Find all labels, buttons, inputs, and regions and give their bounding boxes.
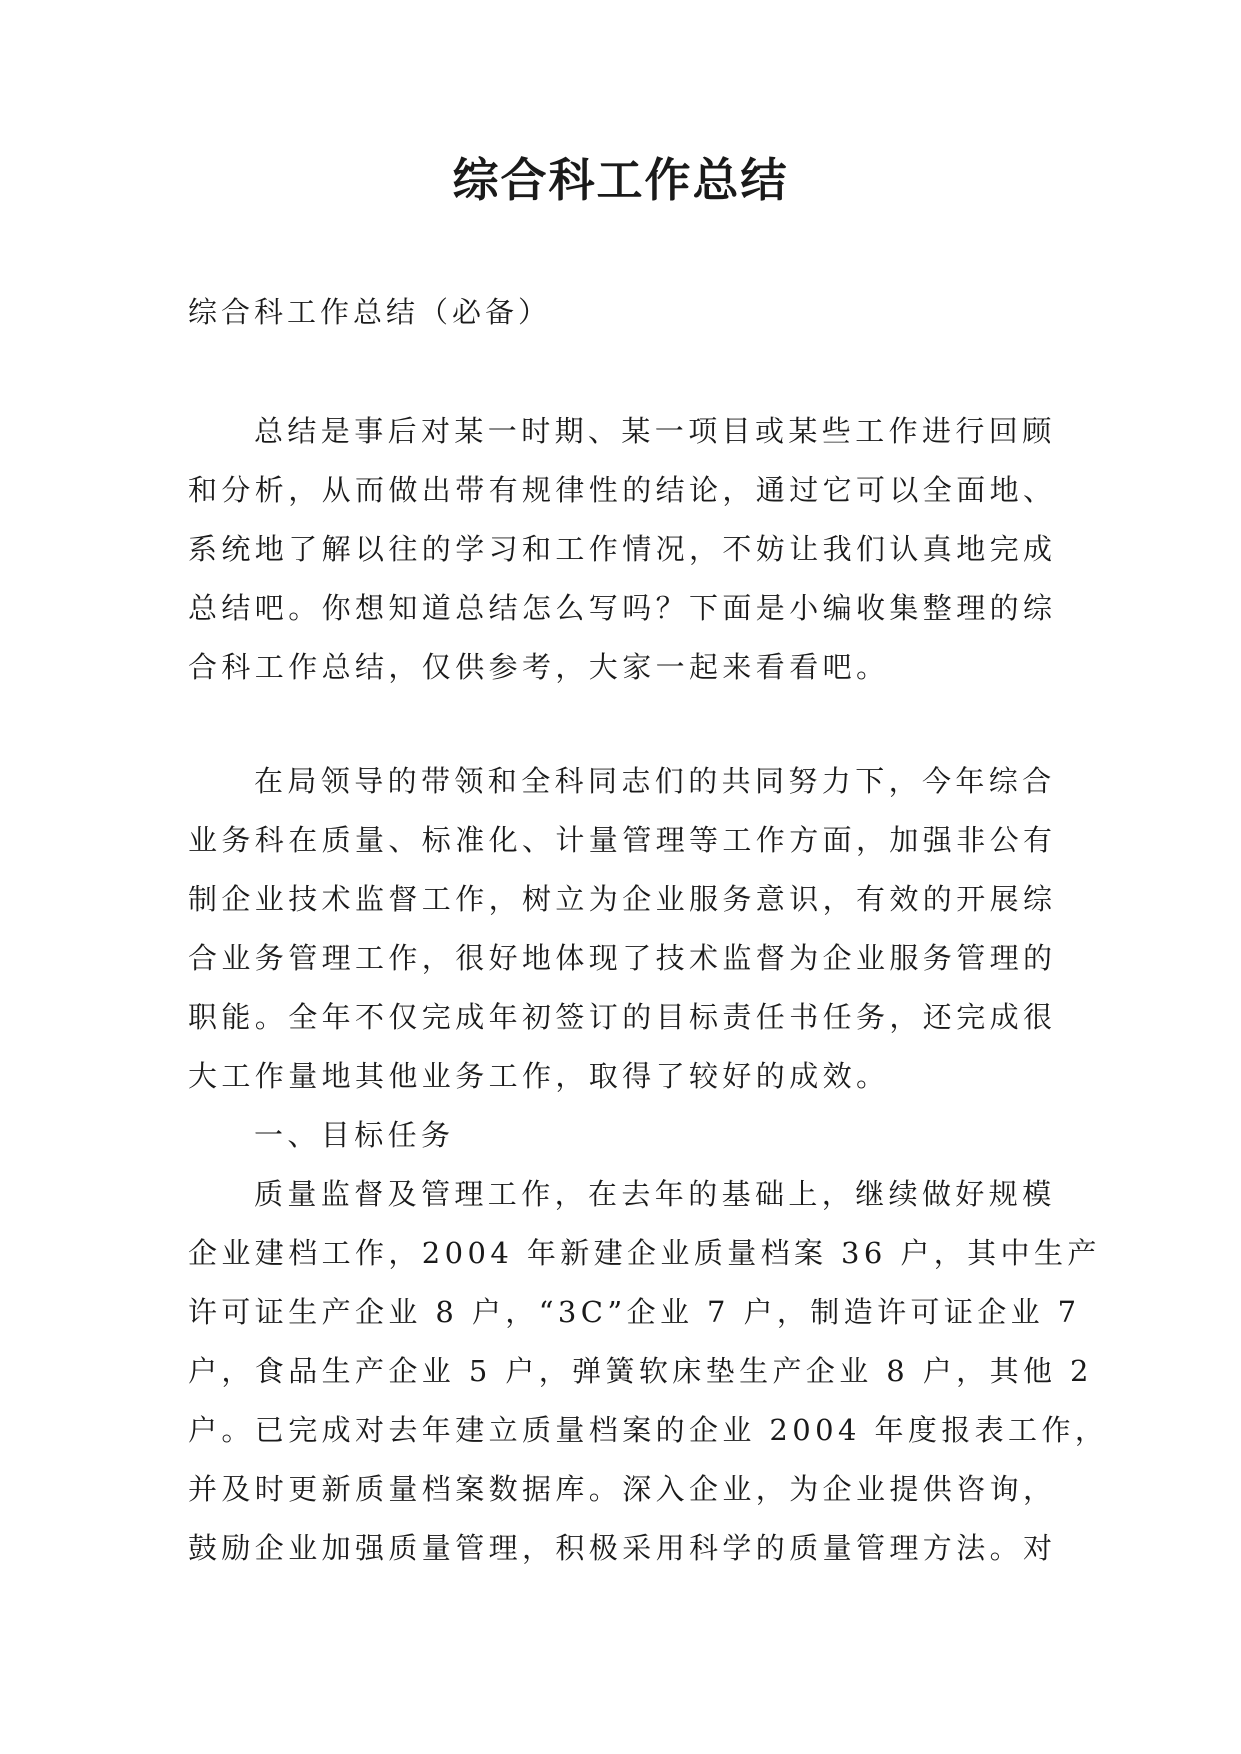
text-line: 和分析，从而做出带有规律性的结论，通过它可以全面地、 [188,473,1057,507]
text-line: 质量监督及管理工作，在去年的基础上，继续做好规模 [254,1177,1056,1211]
text-line: 职能。全年不仅完成年初签订的目标责任书任务，还完成很 [188,1000,1057,1034]
text-line: 户，食品生产企业 5 户，弹簧软床垫生产企业 8 户，其他 2 [188,1354,1093,1388]
text-line: 在局领导的带领和全科同志们的共同努力下，今年综合 [254,764,1056,798]
text-line: 并及时更新质量档案数据库。深入企业，为企业提供咨询， [188,1472,1057,1506]
text-line: 系统地了解以往的学习和工作情况，不妨让我们认真地完成 [188,532,1057,566]
text-line: 户。已完成对去年建立质量档案的企业 2004 年度报表工作， [188,1413,1109,1447]
text-line: 合业务管理工作，很好地体现了技术监督为企业服务管理的 [188,941,1057,975]
text-line: 许可证生产企业 8 户，“3C”企业 7 户，制造许可证企业 7 [188,1295,1081,1329]
text-line: 大工作量地其他业务工作，取得了较好的成效。 [188,1059,890,1093]
document-subtitle: 综合科工作总结（必备） [188,295,552,329]
section-heading: 一、目标任务 [254,1118,455,1152]
main-paragraph [188,752,1109,1578]
text-line: 制企业技术监督工作，树立为企业服务意识，有效的开展综 [188,882,1057,916]
text-line: 业务科在质量、标准化、计量管理等工作方面，加强非公有 [188,823,1057,857]
text-line: 企业建档工作，2004 年新建企业质量档案 36 户，其中生产 [188,1236,1101,1270]
text-line: 总结是事后对某一时期、某一项目或某些工作进行回顾 [254,414,1056,448]
text-line: 总结吧。你想知道总结怎么写吗？下面是小编收集整理的综 [188,591,1057,625]
text-line: 合科工作总结，仅供参考，大家一起来看看吧。 [188,650,890,684]
document-title: 综合科工作总结 [452,153,789,207]
intro-paragraph [188,402,1064,697]
text-line: 鼓励企业加强质量管理，积极采用科学的质量管理方法。对 [188,1531,1057,1565]
